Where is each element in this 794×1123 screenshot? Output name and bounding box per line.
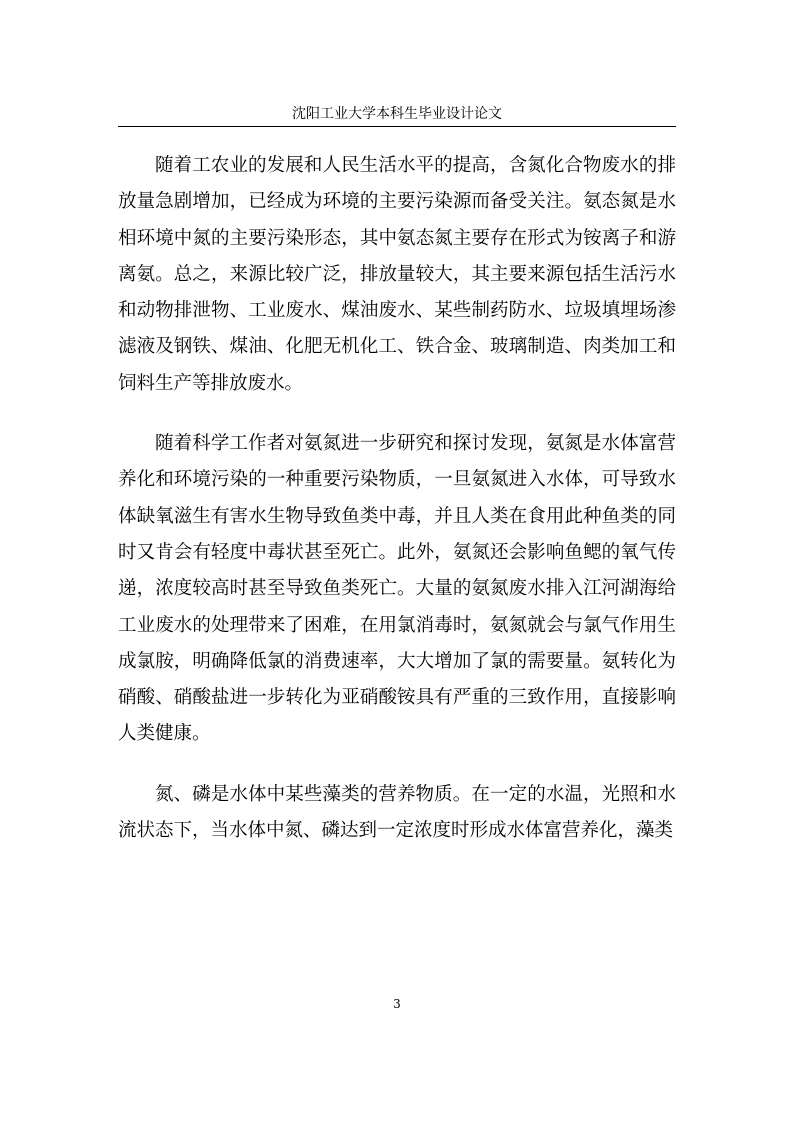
paragraph-2: 随着科学工作者对氨氮进一步研究和探讨发现，氨氮是水体富营养化和环境污染的一种重要污染物质，一旦氨氮进入水体，可导致水体缺氧滋生有害水生物导致鱼类中毒，并且人类在食用此种鱼类的同时又肯会有轻度中毒状甚至死亡。此外，氨氮还会影响鱼鳃的氧气传递，浓度较高时甚至导致鱼类死亡。大量的氨氮废水排入江河湖海给工业废水的处理带来了困难，在用氯消毒时，氨氮就会与氯气作用生成氯胺，明确降低氯的消费速率，大大增加了氯的需要量。氨转化为硝酸、硝酸盐进一步转化为亚硝酸铵具有严重的三致作用，直接影响人类健康。 [118,433,676,745]
running-header: 沈阳工业大学本科生毕业设计论文 [292,106,502,122]
page-number: 3 [393,997,401,1011]
header-rule [118,126,676,127]
paragraph-1: 随着工农业的发展和人民生活水平的提高，含氮化合物废水的排放量急剧增加，已经成为环境的主要污染源而备受关注。氨态氮是水相环境中氮的主要污染形态，其中氨态氮主要存在形式为铵离子和游离氨。总之，来源比较广泛，排放量较大，其主要来源包括生活污水和动物排泄物、工业废水、煤油废水、某些制药防水、垃圾填埋场渗滤液及钢铁、煤油、化肥无机化工、铁合金、玻璃制造、肉类加工和饲料生产等排放废水。 [118,155,676,394]
body-text [118,148,676,873]
paragraph-3: 氮、磷是水体中某些藻类的营养物质。在一定的水温，光照和水流状态下，当水体中氮、磷达到一定浓度时形成水体富营养化，藻类 [118,783,676,842]
